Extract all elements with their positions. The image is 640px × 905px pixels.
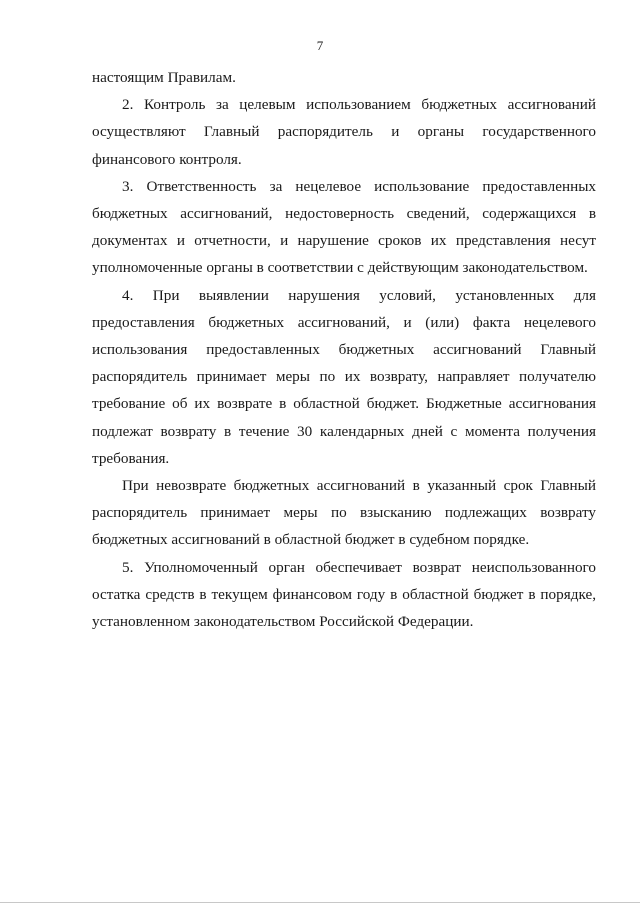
paragraph-item-3: 3. Ответственность за нецелевое использование предоставленных бюджетных ассигнований, недостоверность сведений, содержащихся в документах и отчетности, и нарушение сроков их представления несут уполномоченные органы в соответствии с действующим законодательством. (92, 177, 596, 277)
document-body (92, 64, 596, 635)
paragraph-item-5: 5. Уполномоченный орган обеспечивает возврат неиспользованного остатка средств в текущем финансовом году в областной бюджет в порядке, установленном законодательством Российской Федерации. (92, 558, 596, 631)
page-bottom-edge (0, 902, 640, 903)
paragraph-item-4: 4. При выявлении нарушения условий, установленных для предоставления бюджетных ассигнований, и (или) факта нецелевого использования предоставленных бюджетных ассигнований Главный распорядитель принимает меры по их возврату, направляет получателю требование об их возврате в областной бюджет. Бюджетные ассигнования подлежат возврату в течение 30 календарных дней с момента получения требования. (92, 286, 596, 467)
paragraph-continuation: настоящим Правилам. (92, 69, 236, 86)
page-number: 7 (316, 38, 324, 53)
paragraph-item-2: 2. Контроль за целевым использованием бюджетных ассигнований осуществляют Главный распорядитель и органы государственного финансового контроля. (92, 96, 596, 168)
paragraph-item-4-continued: При невозврате бюджетных ассигнований в указанный срок Главный распорядитель принимает меры по взысканию подлежащих возврату бюджетных ассигнований в областной бюджет в судебном порядке. (92, 477, 596, 549)
